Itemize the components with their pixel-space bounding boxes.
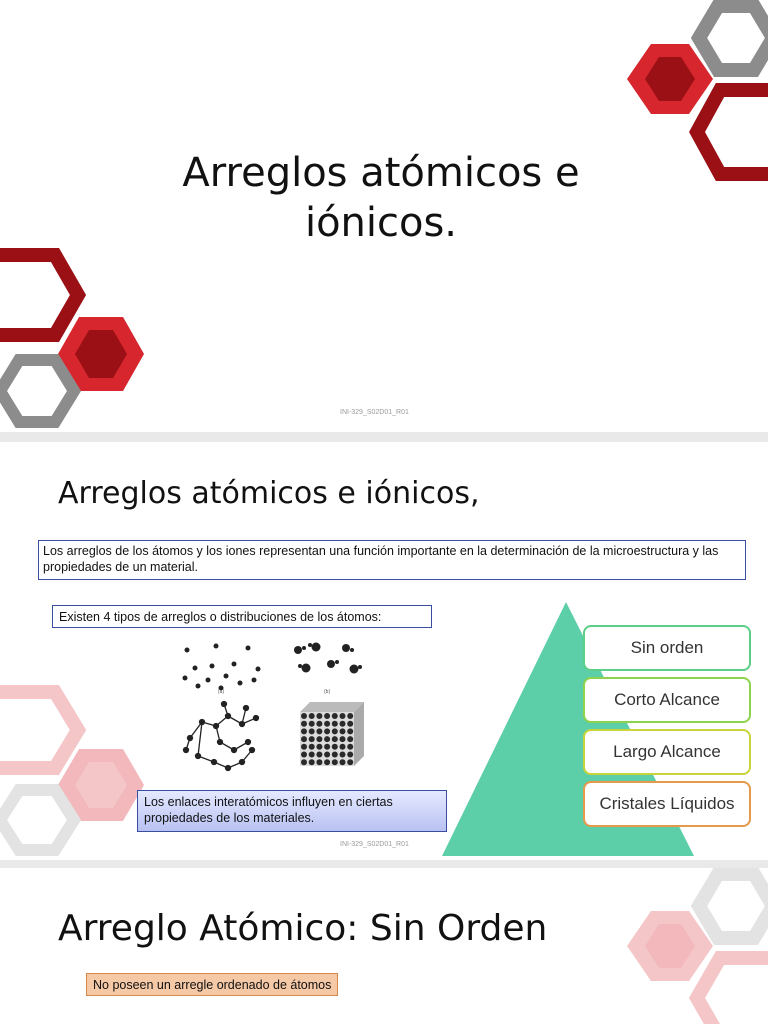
content-slide xyxy=(0,442,768,860)
lattice-atom xyxy=(301,728,307,734)
section-slide xyxy=(0,868,768,1024)
lattice-atom xyxy=(340,713,346,719)
lattice-atom xyxy=(324,736,330,742)
lattice-atom xyxy=(332,759,338,765)
lattice-atom xyxy=(347,759,353,765)
lattice-atom xyxy=(332,728,338,734)
title-line-1: Arreglos atómicos e xyxy=(182,150,580,196)
hexagon-darkred-left xyxy=(0,255,78,335)
lattice-atom xyxy=(347,736,353,742)
lattice-atom xyxy=(332,744,338,750)
slide-title: Arreglos atómicos e iónicos, xyxy=(58,476,480,511)
lattice-atom xyxy=(340,721,346,727)
lattice-atom xyxy=(301,713,307,719)
lattice-atom xyxy=(324,752,330,758)
hexagon-lightgray-right xyxy=(699,874,768,938)
hexagon-pink-outline-right xyxy=(697,958,768,1024)
disordered-atoms xyxy=(183,644,261,691)
types-textbox: Existen 4 tipos de arreglos o distribuciones de los átomos: xyxy=(52,605,432,628)
lattice-atom xyxy=(324,728,330,734)
bonds-textbox: Los enlaces interatómicos influyen en ciertas propiedades de los materiales. xyxy=(137,790,447,832)
lattice-atom xyxy=(340,736,346,742)
lattice-atom xyxy=(332,736,338,742)
note-textbox: No poseen un arregle ordenado de átomos xyxy=(86,973,338,996)
lattice-atom xyxy=(324,744,330,750)
lattice-atom xyxy=(309,728,315,734)
pyramid-item: Cristales Líquidos xyxy=(583,781,751,827)
pyramid-item: Sin orden xyxy=(583,625,751,671)
lattice-atom xyxy=(316,759,322,765)
atomic-arrangements-figure xyxy=(176,638,376,778)
slide-footer: INI-329_S02D01_R01 xyxy=(340,409,409,416)
lattice-atom xyxy=(324,713,330,719)
lattice-atom xyxy=(347,713,353,719)
slide-footer: INI-329_S02D01_R01 xyxy=(340,841,409,848)
hexagon-lightgray-left xyxy=(0,790,74,850)
intro-textbox: Los arreglos de los átomos y los iones representan una función importante en la determinación de la microestructura y las propiedades de un material. xyxy=(38,540,746,580)
lattice-atom xyxy=(316,744,322,750)
lattice-atom xyxy=(316,721,322,727)
lattice-atom xyxy=(301,759,307,765)
lattice-atom xyxy=(340,759,346,765)
molecules xyxy=(294,643,362,674)
lattice-atom xyxy=(301,744,307,750)
short-range-network xyxy=(184,702,259,771)
title-line-2: iónicos. xyxy=(304,200,458,246)
lattice-atom xyxy=(309,736,315,742)
lattice-atom xyxy=(316,713,322,719)
lattice-atom xyxy=(309,744,315,750)
lattice-atom xyxy=(309,713,315,719)
lattice-atom xyxy=(324,759,330,765)
lattice-atom xyxy=(316,728,322,734)
figure-label-b: (b) xyxy=(324,689,331,695)
lattice-atom xyxy=(301,736,307,742)
lattice-atom xyxy=(316,736,322,742)
lattice-atom xyxy=(340,752,346,758)
lattice-atom xyxy=(347,744,353,750)
lattice-atom xyxy=(340,728,346,734)
lattice-atom xyxy=(347,728,353,734)
page-title xyxy=(0,148,762,248)
hexagon-gray-left xyxy=(0,360,74,422)
lattice-atom xyxy=(309,759,315,765)
pyramid-item: Corto Alcance xyxy=(583,677,751,723)
lattice-atom xyxy=(301,721,307,727)
pyramid-item: Largo Alcance xyxy=(583,729,751,775)
lattice-atom xyxy=(332,721,338,727)
lattice-atom xyxy=(316,752,322,758)
lattice-atom xyxy=(324,721,330,727)
lattice-atom xyxy=(332,752,338,758)
lattice-atom xyxy=(309,752,315,758)
hexagon-pink-left xyxy=(0,692,78,768)
slide-title: Arreglo Atómico: Sin Orden xyxy=(58,908,548,949)
lattice-atom xyxy=(347,721,353,727)
lattice-atom xyxy=(347,752,353,758)
figure-label-a: (a) xyxy=(218,689,225,695)
lattice-atom xyxy=(309,721,315,727)
lattice-atom xyxy=(301,752,307,758)
lattice-atom xyxy=(332,713,338,719)
hexagon-gray-top-right xyxy=(699,6,768,70)
title-slide xyxy=(0,0,768,432)
lattice-atom xyxy=(340,744,346,750)
